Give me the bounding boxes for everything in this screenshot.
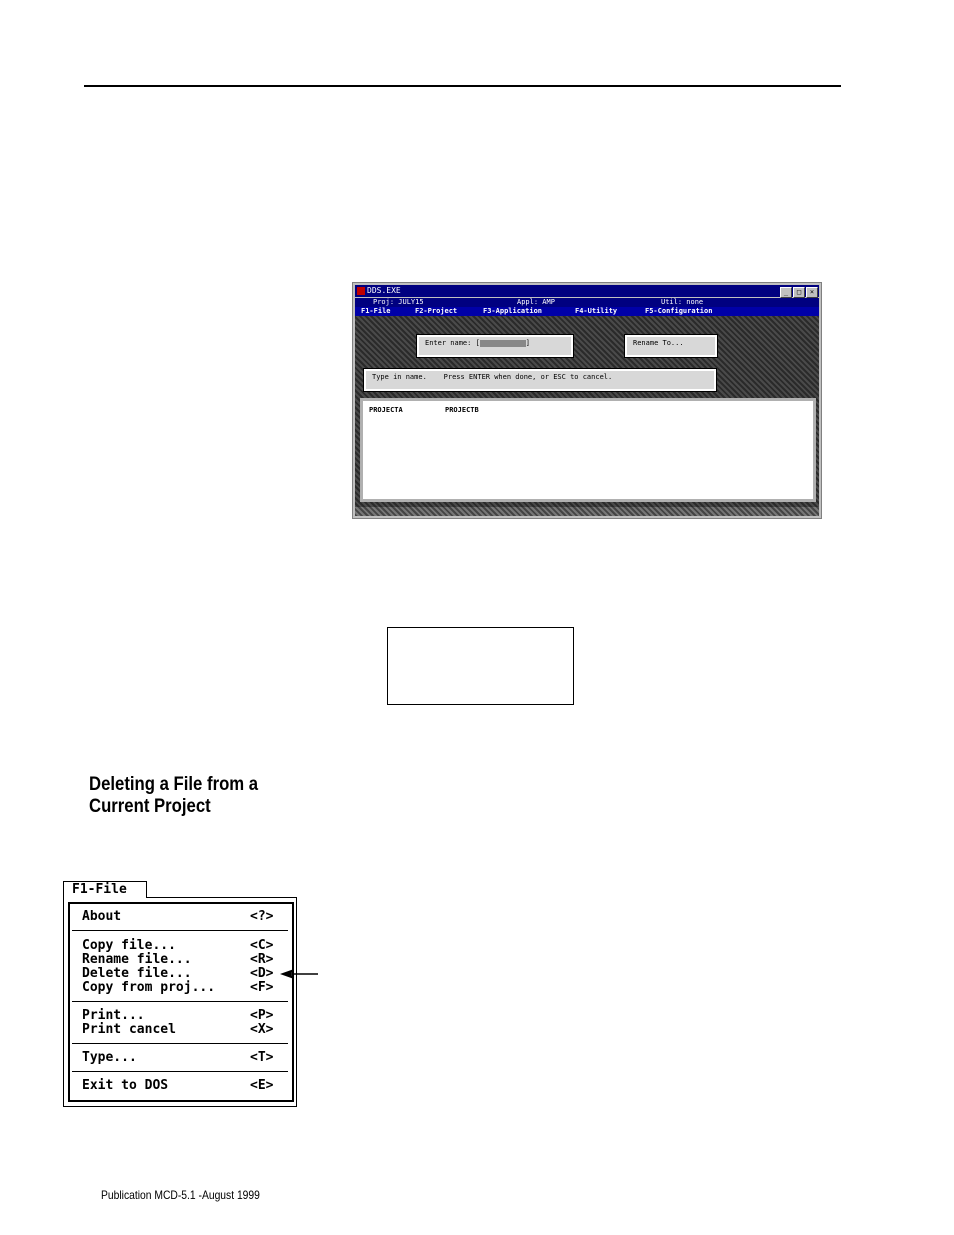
menu-separator <box>72 1043 288 1044</box>
menu-item-print-cancel[interactable]: Print cancel <box>82 1022 176 1037</box>
menu-key-delete-file: <D> <box>250 966 274 981</box>
menu-key-type: <T> <box>250 1050 274 1065</box>
dos-menu-bar <box>355 307 819 316</box>
menu-separator <box>72 1071 288 1072</box>
menu-item-type[interactable]: Type... <box>82 1050 137 1065</box>
status-project: Proj: JULY15 <box>373 298 424 306</box>
pointer-arrow-icon <box>280 967 320 981</box>
prompt-dialog <box>364 369 716 391</box>
menu-key-copy-from-project: <F> <box>250 980 274 995</box>
status-application: Appl: AMP <box>517 298 555 306</box>
menu-separator <box>72 930 288 931</box>
project-item-a[interactable]: PROJECTA <box>369 406 403 414</box>
menu-key-copy-file: <C> <box>250 938 274 953</box>
dos-window-screenshot <box>352 282 822 519</box>
dos-screen <box>355 298 819 516</box>
dos-menu-configuration[interactable]: F5-Configuration <box>645 307 713 315</box>
header-rule <box>84 85 841 87</box>
window-titlebar <box>355 285 819 297</box>
file-menu-tab[interactable]: F1-File <box>63 881 147 898</box>
publication-footer: Publication MCD-5.1 -August 1999 <box>101 1188 260 1202</box>
dos-menu-utility[interactable]: F4-Utility <box>575 307 618 315</box>
app-icon <box>357 287 365 295</box>
menu-key-print: <P> <box>250 1008 274 1023</box>
menu-item-copy-file[interactable]: Copy file... <box>82 938 176 953</box>
project-list <box>360 398 816 502</box>
rename-to-label: Rename To... <box>633 339 684 347</box>
menu-key-print-cancel: <X> <box>250 1022 274 1037</box>
dos-menu-file[interactable]: F1-File <box>361 307 391 315</box>
project-item-b[interactable]: PROJECTB <box>445 406 479 414</box>
menu-item-about[interactable]: About <box>82 909 122 924</box>
empty-caption-box <box>387 627 574 705</box>
prompt-text: Type in name. Press ENTER when done, or ESC to cancel. <box>372 373 613 381</box>
window-title: DDS.EXE <box>367 286 401 295</box>
menu-key-exit-to-dos: <E> <box>250 1078 274 1093</box>
maximize-button[interactable]: □ <box>793 287 805 298</box>
dos-menu-project[interactable]: F2-Project <box>415 307 458 315</box>
enter-name-dialog <box>417 335 573 357</box>
menu-item-copy-from-project[interactable]: Copy from proj... <box>82 980 216 995</box>
minimize-button[interactable]: _ <box>780 287 792 298</box>
menu-separator <box>72 1001 288 1002</box>
status-row <box>355 298 819 307</box>
menu-key-rename-file: <R> <box>250 952 274 967</box>
close-button[interactable]: × <box>806 287 818 298</box>
menu-key-about: <?> <box>250 909 274 924</box>
enter-name-close: ] <box>525 339 531 347</box>
dos-menu-application[interactable]: F3-Application <box>483 307 543 315</box>
menu-item-delete-file[interactable]: Delete file... <box>82 966 192 981</box>
menu-item-rename-file[interactable]: Rename file... <box>82 952 192 967</box>
dos-bottom-bar <box>355 507 819 516</box>
rename-to-dialog <box>625 335 717 357</box>
menu-item-print[interactable]: Print... <box>82 1008 145 1023</box>
status-utility: Util: none <box>661 298 704 306</box>
file-menu-inner-frame <box>68 902 294 1102</box>
enter-name-input[interactable] <box>480 340 526 347</box>
section-heading: Deleting a File from a Current Project <box>89 774 259 817</box>
enter-name-label: Enter name: [ <box>425 339 480 347</box>
menu-item-exit-to-dos[interactable]: Exit to DOS <box>82 1078 169 1093</box>
